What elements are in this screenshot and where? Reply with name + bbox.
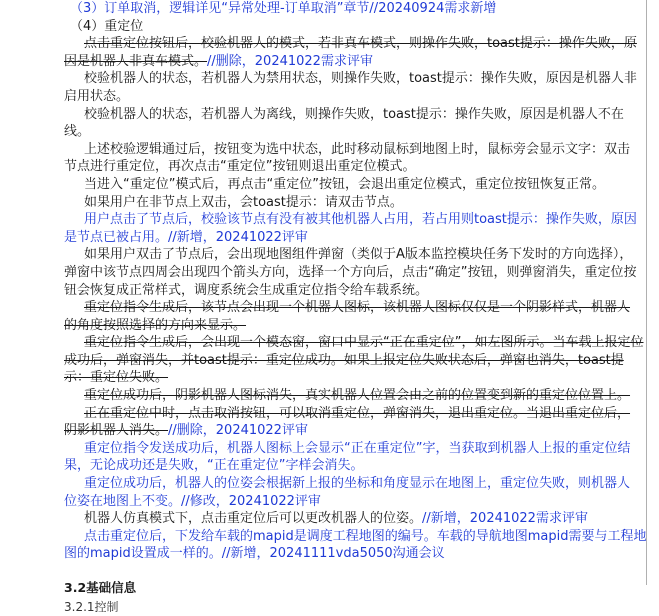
text-line: 重定位指令发送成功后，机器人图标上会显示“正在重定位”字，当获取到机器人上报的重定位结 — [84, 440, 631, 456]
text-line: 当进入“重定位”模式后，再点击“重定位”按钮，会退出重定位模式，重定位按钮恢复正常。 — [84, 176, 605, 192]
item-order-cancel — [64, 0, 638, 18]
para-mapid — [64, 528, 647, 563]
para-modal — [64, 334, 644, 387]
text-line: 机器人仿真模式下，点击重定位后可以更改机器人的位姿。 — [84, 511, 423, 527]
para-direction-popup — [64, 246, 638, 299]
para-success-shadow — [64, 387, 638, 405]
document-content — [64, 0, 647, 616]
text-line: 用户点击了节点后，校验该节点有没有被其他机器人占用，若占用则toast提示：操作失败，原因 — [84, 212, 637, 228]
revision-note: //删除，20241022评审 — [168, 423, 308, 439]
para-non-node — [64, 194, 638, 212]
para-offline-check — [64, 106, 638, 141]
deleted-text: 因是机器人非真车模式。 — [64, 53, 208, 69]
text-line: 钮会恢复成正常样式，调度系统会生成重定位指令给车载系统。 — [64, 282, 429, 298]
deleted-text: 阴影机器人消失。 — [64, 423, 169, 439]
item-relocate-heading — [64, 18, 638, 36]
deleted-text: 重定位指令生成后，该节点会出现一个机器人图标，该机器人图标仅仅是一个阴影样式，机器人 — [84, 300, 631, 316]
text-line: 果，无论成功还是失败，“正在重定位”字样会消失。 — [64, 458, 364, 474]
para-exit-mode — [64, 176, 638, 194]
text-line: 校验机器人的状态，若机器人为离线，则操作失败，toast提示：操作失败，原因是机器人不在 — [84, 106, 624, 122]
para-after-check — [64, 141, 638, 176]
para-pose-update — [64, 475, 638, 510]
deleted-text: 示：重定位失败。 — [64, 370, 169, 386]
text-line: 如果用户在非节点上双击，会toast提示：请双击节点。 — [84, 194, 403, 210]
deleted-text: 重定位成功后，阴影机器人图标消失，真实机器人位置会由之前的位置变到新的重定位位置上。 — [84, 388, 631, 404]
text-line: 是节点已被占用。//新增，20241022评审 — [64, 229, 308, 245]
page-border — [646, 0, 647, 585]
text-line: 位姿在地图上不变。//修改，20241022评审 — [64, 493, 321, 509]
para-simulation — [64, 510, 638, 528]
text-line: 点击重定位后，下发给车载的mapid是调度工程地图的编号。车载的导航地图mapid需要与工程地 — [84, 528, 647, 544]
para-shadow-icon — [64, 299, 638, 334]
text-line: 图的mapid设置成一样的。//新增，20241111vda5050沟通会议 — [64, 546, 445, 562]
para-node-occupied — [64, 211, 638, 246]
para-mode-check — [64, 35, 638, 70]
text-line: （3）订单取消，逻辑详见“异常处理-订单取消”章节//20240924需求新增 — [70, 1, 497, 16]
para-cancel — [64, 405, 638, 440]
text-line: 校验机器人的状态，若机器人为禁用状态，则操作失败，toast提示：操作失败，原因是机器人非 — [84, 71, 637, 87]
text-line: 弹窗中该节点四周会出现四个箭头方向，选择一个方向后，点击“确定”按钮，则弹窗消失，重定位按 — [64, 264, 637, 280]
text-line: 重定位成功后，机器人的位姿会根据新上报的坐标和角度显示在地图上，重定位失败，则机器人 — [84, 476, 631, 492]
section-heading: 3.2基础信息 — [64, 580, 137, 595]
deleted-text: 正在重定位中时，点击取消按钮，可以取消重定位，弹窗消失，退出重定位。当退出重定位后， — [84, 405, 631, 421]
text-line: 启用状态。 — [64, 88, 130, 104]
deleted-text: 成功后，弹窗消失，并toast提示：重定位成功。如果上报定位失败状态后，弹窗也消失，toast提 — [64, 352, 624, 368]
text-line: （4）重定位 — [70, 18, 144, 34]
para-disabled-check — [64, 70, 638, 105]
para-relocating-label — [64, 440, 638, 475]
text-line: 线。 — [64, 124, 91, 140]
deleted-text: 重定位指令生成后，会出现一个模态窗，窗口中显示“正在重定位”，如左图所示。当车载上报定位 — [84, 335, 644, 351]
text-line: 上述校验逻辑通过后，按钮变为选中状态，此时移动鼠标到地图上时，鼠标旁会显示文字：双击 — [84, 141, 631, 157]
subsection-heading: 3.2.1控制 — [64, 599, 119, 614]
deleted-text: 点击重定位按钮后，校验机器人的模式，若非真车模式，则操作失败，toast提示：操作失败，原 — [84, 36, 637, 52]
text-line: 节点进行重定位，再次点击“重定位”按钮则退出重定位模式。 — [64, 159, 416, 175]
revision-note: //删除，20241022需求评审 — [207, 53, 373, 69]
revision-note: //新增，20241022需求评审 — [422, 511, 588, 527]
text-line: 如果用户双击了节点后，会出现地图组件弹窗（类似于A版本监控模块任务下发时的方向选择）， — [84, 247, 633, 263]
deleted-text: 的角度按照选择的方向来显示。 — [64, 317, 247, 333]
